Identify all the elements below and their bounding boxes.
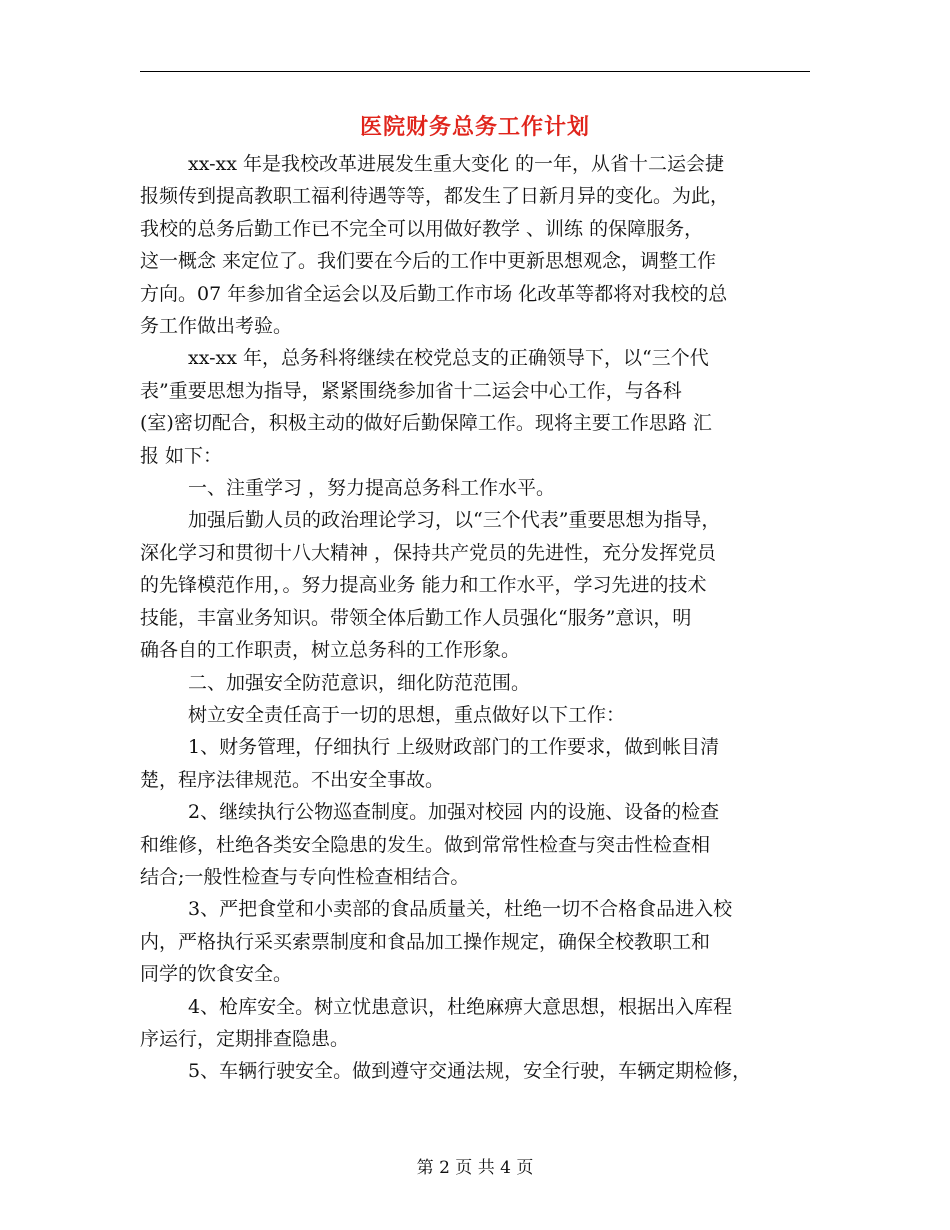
paragraph: [140, 699, 812, 731]
paragraph: [140, 342, 812, 472]
paragraph-line: 5、车辆行驶安全。做到遵守交通法规，安全行驶，车辆定期检修，: [188, 1060, 752, 1083]
paragraph-line: xx-xx 年，总务科将继续在校党总支的正确领导下，以“三个代: [188, 347, 709, 370]
paragraph-line: 2、继续执行公物巡查制度。加强对校园 内的设施、设备的检查: [188, 801, 720, 824]
paragraph-line: 表”重要思想为指导，紧紧围绕参加省十二运会中心工作，与各科: [140, 379, 682, 402]
paragraph-line: (室)密切配合，积极主动的做好后勤保障工作。现将主要工作思路 汇: [140, 412, 712, 435]
paragraph-line: 同学的饮食安全。: [140, 963, 293, 986]
paragraph: [140, 472, 812, 504]
paragraph-line: 楚，程序法律规范。不出安全事故。: [140, 768, 445, 791]
document-body: [140, 148, 812, 1088]
paragraph-line: 方向。07 年参加省全运会以及后勤工作市场 化改革等都将对我校的总: [140, 282, 728, 305]
paragraph-line: 务工作做出考验。: [140, 315, 293, 338]
paragraph-line: 内，严格执行采买索票制度和食品加工操作规定，确保全校教职工和: [140, 930, 711, 953]
paragraph-line: 1、财务管理，仔细执行 上级财政部门的工作要求，做到帐目清: [188, 736, 720, 759]
paragraph: [140, 991, 812, 1056]
page-footer: 第 2 页 共 4 页: [416, 1158, 534, 1178]
paragraph: [140, 893, 812, 990]
paragraph: [140, 796, 812, 893]
paragraph-line: 二、加强安全防范意识，细化防范范围。: [188, 671, 531, 694]
paragraph-line: 报 如下：: [140, 444, 223, 467]
paragraph-line: 序运行，定期排查隐患。: [140, 1027, 350, 1050]
header-rule: [140, 71, 810, 72]
paragraph-line: 4、枪库安全。树立忧患意识，杜绝麻痹大意思想，根据出入库程: [188, 995, 733, 1018]
paragraph-line: 和维修，杜绝各类安全隐患的发生。做到常常性检查与突击性检查相: [140, 833, 711, 856]
paragraph: [140, 504, 812, 666]
paragraph-line: 我校的总务后勤工作已不完全可以用做好教学 、训练 的保障服务，: [140, 217, 704, 240]
paragraph-line: 一、注重学习 ，努力提高总务科工作水平。: [188, 477, 556, 500]
paragraph: [140, 667, 812, 699]
paragraph-line: 技能，丰富业务知识。带领全体后勤工作人员强化“服务”意识，明: [140, 606, 692, 629]
paragraph: [140, 731, 812, 796]
paragraph: [140, 1055, 812, 1087]
paragraph-line: 树立安全责任高于一切的思想，重点做好以下工作：: [188, 703, 626, 726]
paragraph-line: 3、严把食堂和小卖部的食品质量关，杜绝一切不合格食品进入校: [188, 898, 733, 921]
paragraph-line: 报频传到提高教职工福利待遇等等，都发生了日新月异的变化。为此，: [140, 185, 730, 208]
paragraph-line: 加强后勤人员的政治理论学习，以“三个代表”重要思想为指导，: [188, 509, 721, 532]
document-title: 医院财务总务工作计划: [359, 114, 590, 140]
paragraph-line: 结合;一般性检查与专向性检查相结合。: [140, 865, 470, 888]
paragraph-line: 的先锋模范作用，。努力提高业务 能力和工作水平，学习先进的技术: [140, 574, 707, 597]
paragraph-line: 深化学习和贯彻十八大精神 ，保持共产党员的先进性，充分发挥党员: [140, 541, 717, 564]
paragraph-line: xx-xx 年是我校改革进展发生重大变化 的一年，从省十二运会捷: [188, 153, 725, 175]
paragraph-line: 确各自的工作职责，树立总务科的工作形象。: [140, 639, 521, 662]
paragraph: [140, 148, 812, 342]
paragraph-line: 这一概念 来定位了。我们要在今后的工作中更新思想观念，调整工作: [140, 250, 717, 273]
